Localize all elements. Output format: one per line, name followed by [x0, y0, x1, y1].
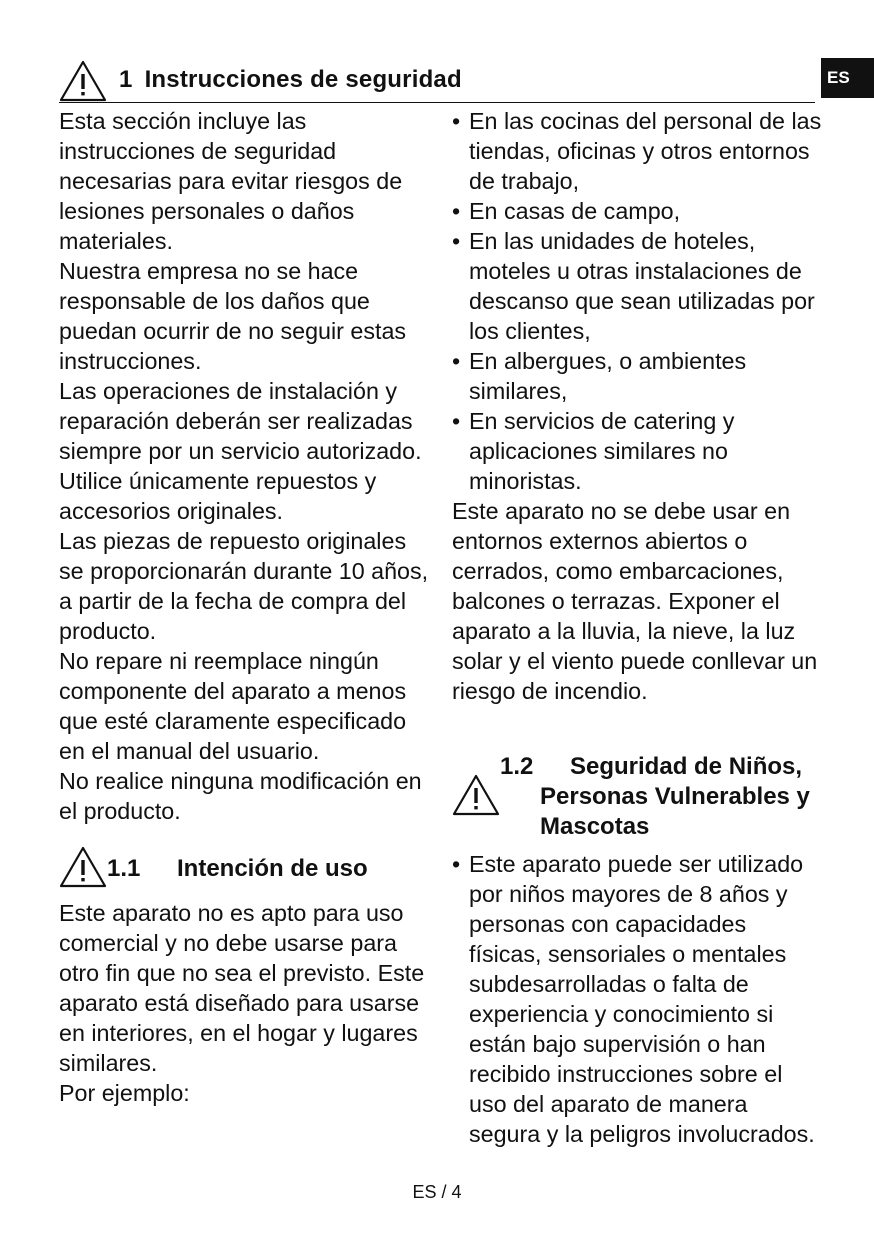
- paragraph: Nuestra empresa no se hace responsable de los daños que puedan ocurrir de no seguir estas instrucciones.: [59, 258, 407, 374]
- list-item: • En las cocinas del personal de las tiendas, oficinas y otros entornos de trabajo,: [452, 106, 822, 196]
- list-item: • En casas de campo,: [452, 196, 822, 226]
- warning-icon: [59, 846, 107, 888]
- header-rule: [59, 102, 815, 103]
- list-item: • En albergues, o ambientes similares,: [452, 346, 822, 406]
- list-item: • En las unidades de hoteles, moteles u otras instalaciones de descanso que sean utilizadas por los clientes,: [452, 226, 822, 346]
- page-footer: ES / 4: [412, 1182, 462, 1202]
- paragraph: Las operaciones de instalación y reparación deberán ser realizadas siempre por un servicio autorizado.: [59, 378, 422, 464]
- subsection-title: Seguridad de Niños, Personas Vulnerables y Mascotas: [540, 753, 810, 840]
- warning-icon: [59, 60, 107, 102]
- list-item: • Este aparato puede ser utilizado por niños mayores de 8 años y personas con capacidades físicas, sensoriales o mentales subdesarrolladas o falta de experiencia y conocimiento si están bajo supervisión o han recibido instrucciones sobre el uso del aparato de manera segura y la peligros involucrados.: [452, 849, 822, 1149]
- paragraph: Las piezas de repuesto originales se proporcionarán durante 10 años, a partir de la fecha de compra del producto.: [59, 528, 429, 644]
- subsection-number: 1.2: [500, 753, 534, 780]
- paragraph: No realice ninguna modificación en el producto.: [59, 768, 422, 824]
- paragraph: Utilice únicamente repuestos y accesorios originales.: [59, 468, 377, 524]
- paragraph: No repare ni reemplace ningún componente del aparato a menos que esté claramente especificado en el manual del usuario.: [59, 648, 407, 764]
- subsection-number: 1.1: [107, 855, 141, 882]
- children-safety-text: [452, 849, 822, 1149]
- intended-use-text: [59, 898, 431, 1108]
- warning-icon: [452, 774, 500, 816]
- language-tab: ES: [821, 58, 874, 98]
- right-column: [452, 106, 822, 706]
- paragraph: Este aparato no es apto para uso comercial y no debe usarse para otro fin que no sea el previsto. Este aparato está diseñado para usarse en interiores, en el hogar y lugares similares.: [59, 900, 425, 1076]
- subsection-title: Intención de uso: [177, 855, 368, 882]
- section-title-text: Instrucciones de seguridad: [144, 66, 462, 93]
- section-number: 1: [119, 66, 133, 93]
- section-title: [119, 64, 462, 96]
- left-column: [59, 106, 431, 826]
- list-item: • En servicios de catering y aplicaciones similares no minoristas.: [452, 406, 822, 496]
- paragraph: Esta sección incluye las instrucciones de seguridad necesarias para evitar riesgos de lesiones personales o daños materiales.: [59, 108, 403, 254]
- paragraph: Por ejemplo:: [59, 1080, 190, 1106]
- paragraph: Este aparato no se debe usar en entornos externos abiertos o cerrados, como embarcaciones, balcones o terrazas. Exponer el aparato a la lluvia, la nieve, la luz solar y el viento puede conllevar un riesgo de incendio.: [452, 498, 818, 704]
